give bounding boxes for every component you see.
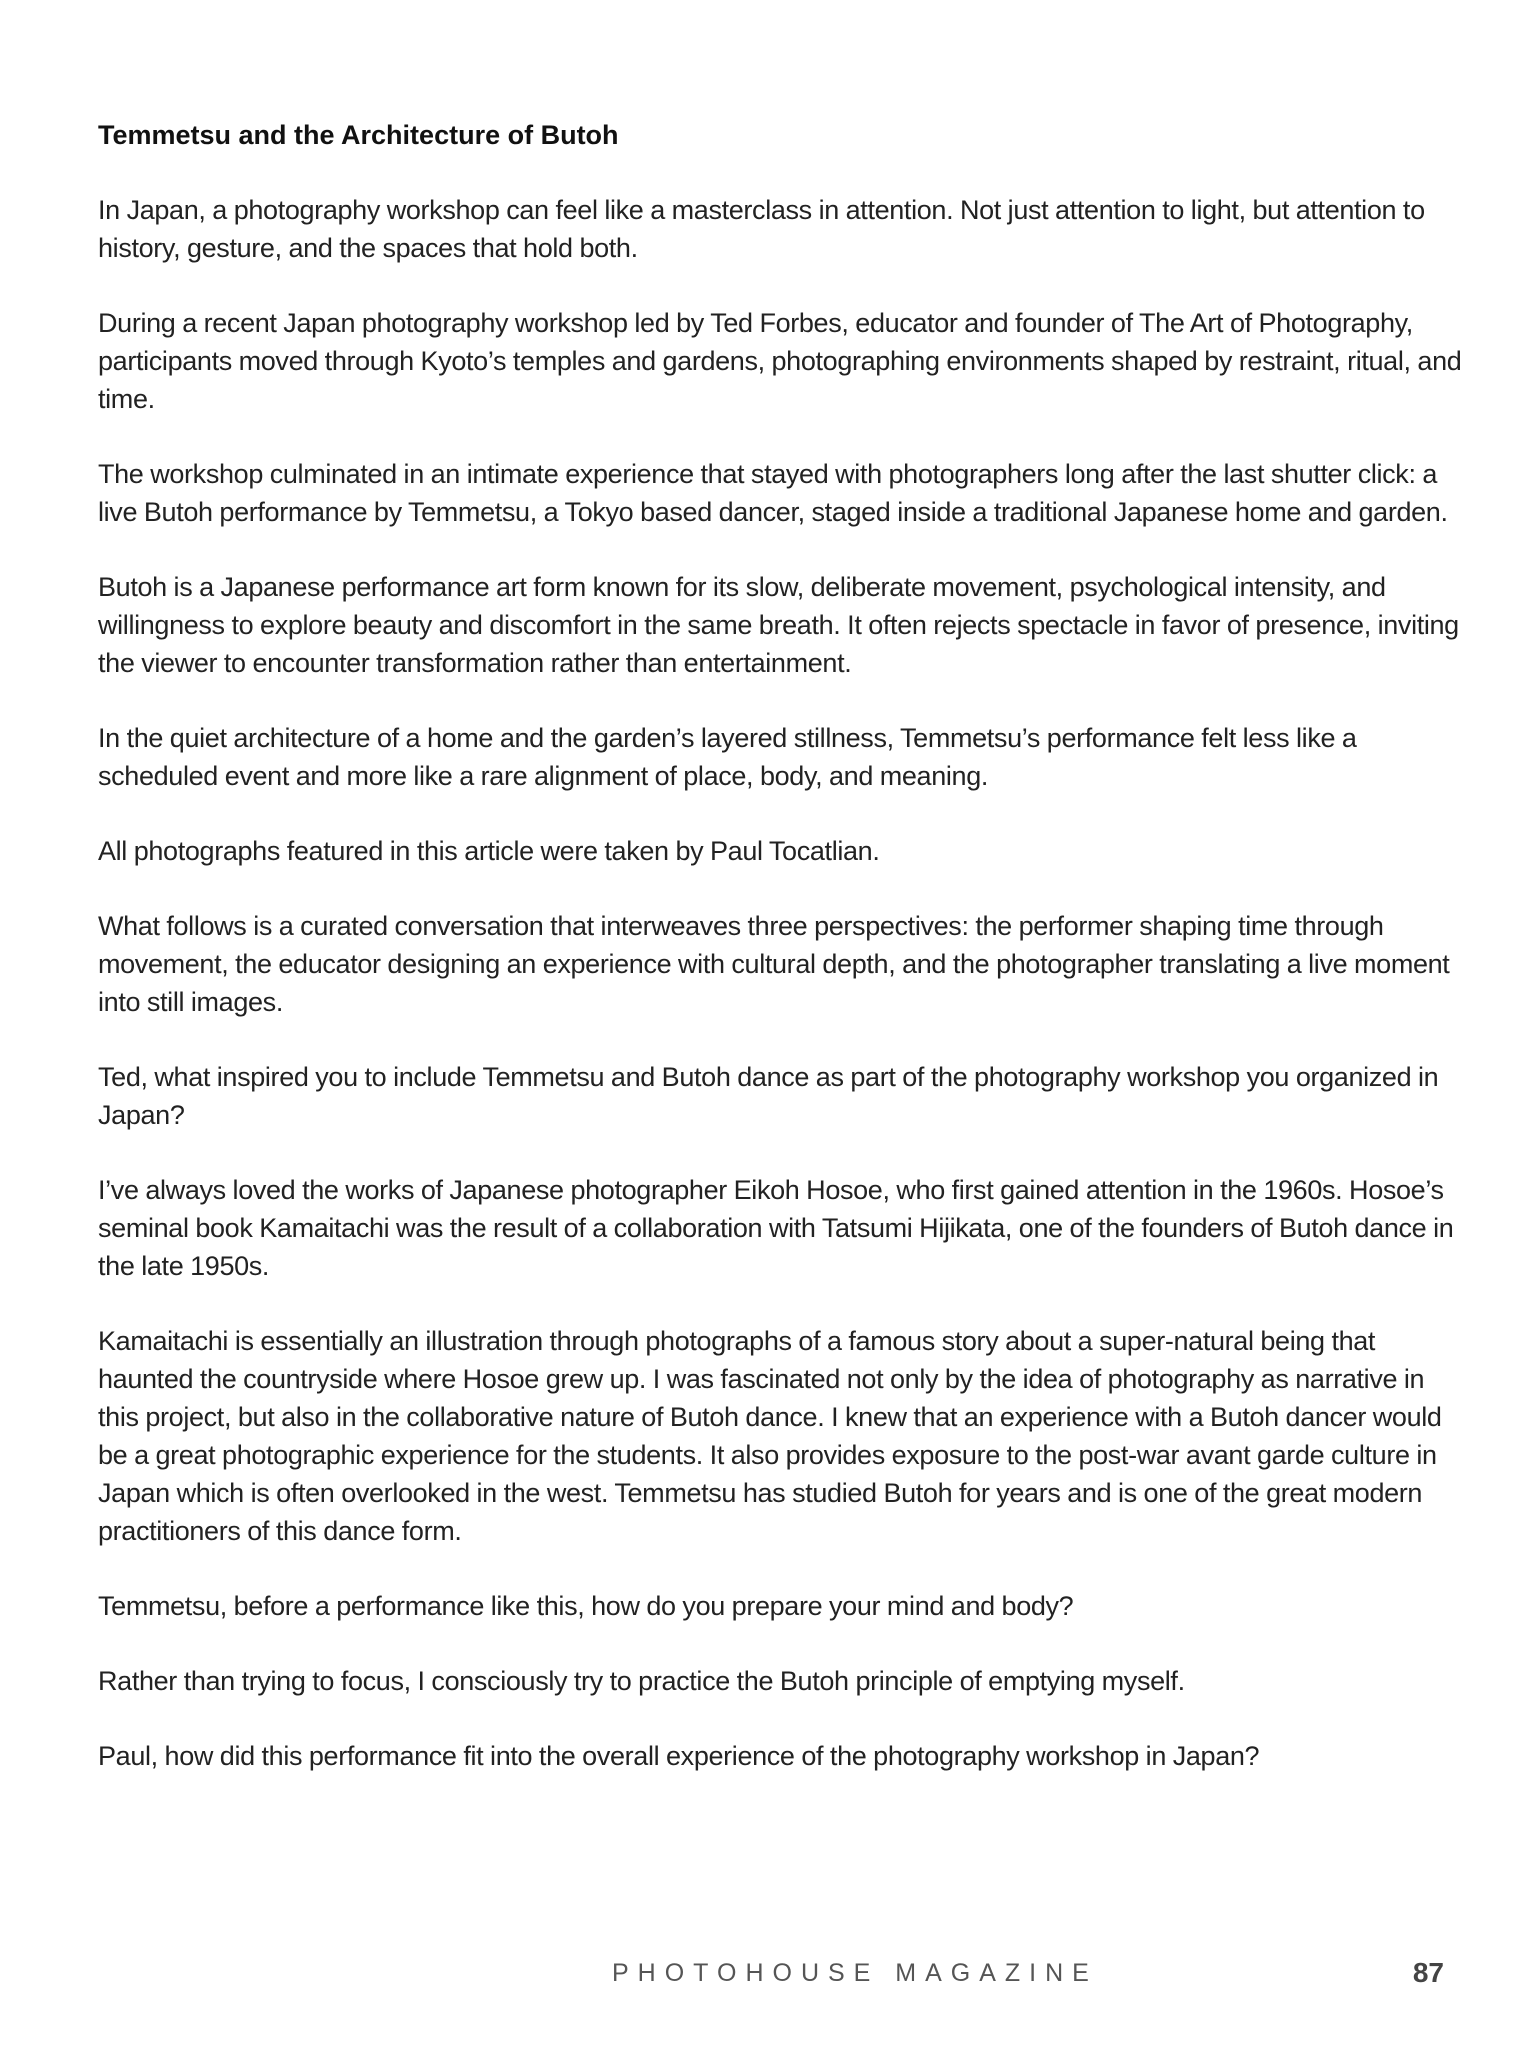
article-title: Temmetsu and the Architecture of Butoh bbox=[98, 120, 619, 150]
question-temmetsu: Temmetsu, before a performance like this, how do you prepare your mind and body? bbox=[98, 1591, 1074, 1621]
paragraph-workshop: During a recent Japan photography workshop led by Ted Forbes, educator and founder of The Art of Photography, participants moved through Kyoto’s temples and gardens, photographing environments shaped by restraint, ritual, and time. bbox=[98, 308, 1462, 414]
paragraph-butoh-definition: Butoh is a Japanese performance art form known for its slow, deliberate movement, psychological intensity, and willingness to explore beauty and discomfort in the same breath. It often rejects spectacle in favor of presence, inviting the viewer to encounter transformation rather than entertainment. bbox=[98, 572, 1459, 678]
magazine-name: PHOTOHOUSE MAGAZINE bbox=[612, 1959, 1098, 1987]
article-body bbox=[98, 116, 1470, 1812]
paragraph-conversation-intro: What follows is a curated conversation that interweaves three perspectives: the performer shaping time through movement, the educator designing an experience with cultural depth, and the photographer translating a live moment into still images. bbox=[98, 911, 1450, 1017]
question-ted: Ted, what inspired you to include Temmetsu and Butoh dance as part of the photography workshop you organized in Japan? bbox=[98, 1062, 1439, 1130]
paragraph-culmination: The workshop culminated in an intimate experience that stayed with photographers long after the last shutter click: a live Butoh performance by Temmetsu, a Tokyo based dancer, staged inside a traditional Japanese home and garden. bbox=[98, 459, 1448, 527]
paragraph-intro: In Japan, a photography workshop can feel like a masterclass in attention. Not just attention to light, but attention to history, gesture, and the spaces that hold both. bbox=[98, 195, 1425, 263]
paragraph-photo-credit: All photographs featured in this article were taken by Paul Tocatlian. bbox=[98, 836, 880, 866]
page-footer bbox=[0, 1955, 1536, 1995]
page-number: 87 bbox=[1412, 1957, 1444, 1988]
answer-temmetsu: Rather than trying to focus, I consciously try to practice the Butoh principle of emptying myself. bbox=[98, 1666, 1185, 1696]
answer-ted-part-1: I’ve always loved the works of Japanese photographer Eikoh Hosoe, who first gained attention in the 1960s. Hosoe’s seminal book Kamaitachi was the result of a collaboration with Tatsumi Hijikata, one of the founders of Butoh dance in the late 1950s. bbox=[98, 1175, 1454, 1281]
question-paul: Paul, how did this performance fit into the overall experience of the photography workshop in Japan? bbox=[98, 1741, 1260, 1771]
paragraph-architecture: In the quiet architecture of a home and the garden’s layered stillness, Temmetsu’s performance felt less like a scheduled event and more like a rare alignment of place, body, and meaning. bbox=[98, 723, 1357, 791]
answer-ted-part-2: Kamaitachi is essentially an illustration through photographs of a famous story about a super-natural being that haunted the countryside where Hosoe grew up. I was fascinated not only by the idea of photography as narrative in this project, but also in the collaborative nature of Butoh dance. I knew that an experience with a Butoh dancer would be a great photographic experience for the students. It also provides exposure to the post-war avant garde culture in Japan which is often overlooked in the west. Temmetsu has studied Butoh for years and is one of the great modern practitioners of this dance form. bbox=[98, 1326, 1442, 1546]
